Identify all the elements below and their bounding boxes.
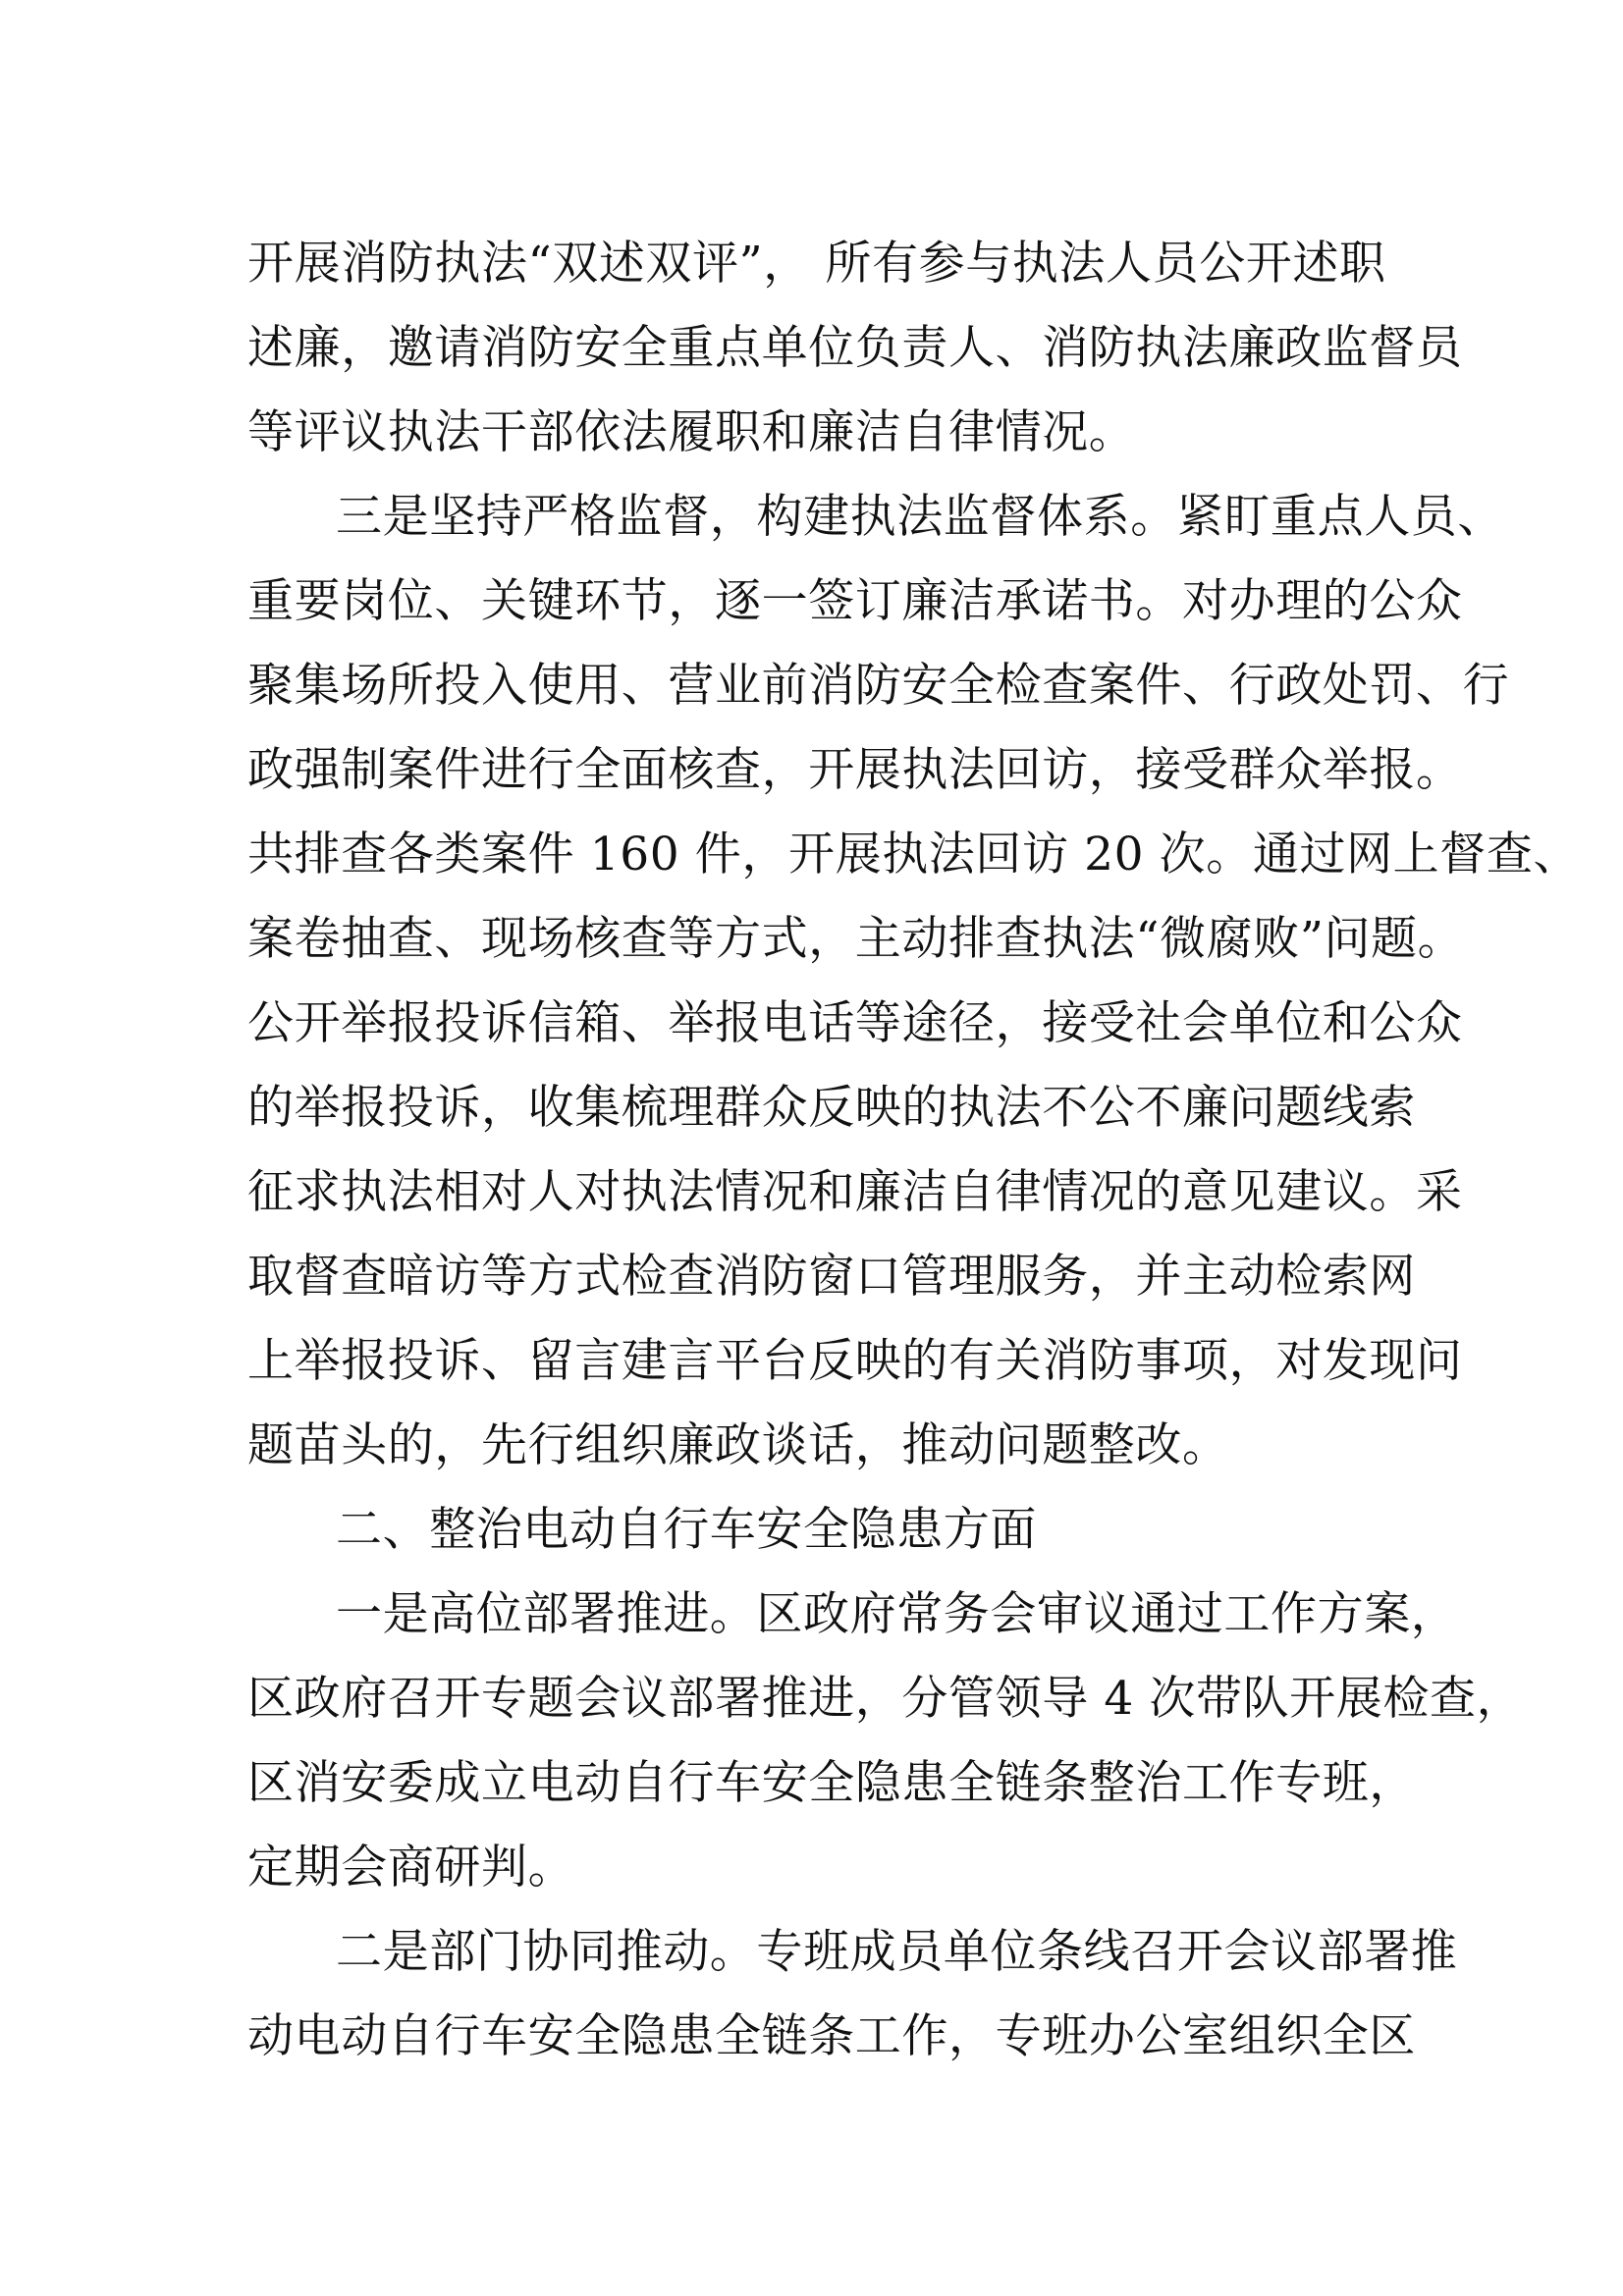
- text-line: 公开举报投诉信箱、举报电话等途径，接受社会单位和公众: [247, 996, 1463, 1050]
- paragraph-first-line: 三是坚持严格监督，构建执法监督体系。紧盯重点人员、: [336, 490, 1504, 544]
- text-line: 共排查各类案件 160 件，开展执法回访 20 次。通过网上督查、: [247, 828, 1581, 881]
- text-line: 上举报投诉、留言建言平台反映的有关消防事项，对发现问: [247, 1334, 1463, 1388]
- text-line: 政强制案件进行全面核查，开展执法回访，接受群众举报。: [247, 743, 1463, 797]
- text-line: 定期会商研判。: [247, 1841, 575, 1895]
- paragraph-first-line: 一是高位部署推进。区政府常务会审议通过工作方案，: [336, 1587, 1458, 1641]
- text-line: 的举报投诉，收集梳理群众反映的执法不公不廉问题线索: [247, 1081, 1416, 1135]
- text-line: 案卷抽查、现场核查等方式，主动排查执法“微腐败”问题。: [247, 912, 1465, 966]
- text-line: 聚集场所投入使用、营业前消防安全检查案件、行政处罚、行: [247, 659, 1510, 713]
- text-line: 区消安委成立电动自行车安全隐患全链条整治工作专班，: [247, 1756, 1416, 1810]
- paragraph-first-line: 二是部门协同推动。专班成员单位条线召开会议部署推: [336, 1925, 1458, 1979]
- text-line: 动电动自行车安全隐患全链条工作，专班办公室组织全区: [247, 2009, 1416, 2063]
- text-line: 区政府召开专题会议部署推进，分管领导 4 次带队开展检查，: [247, 1672, 1524, 1726]
- section-heading: 二、整治电动自行车安全隐患方面: [336, 1503, 1037, 1557]
- text-line: 取督查暗访等方式检查消防窗口管理服务，并主动检索网: [247, 1250, 1416, 1304]
- text-line: 题苗头的，先行组织廉政谈话，推动问题整改。: [247, 1418, 1229, 1472]
- body-text: [247, 222, 1581, 2079]
- text-line: 开展消防执法“双述双评”， 所有参与执法人员公开述职: [247, 237, 1386, 291]
- text-line: 重要岗位、关键环节，逐一签订廉洁承诺书。对办理的公众: [247, 574, 1463, 628]
- text-line: 征求执法相对人对执法情况和廉洁自律情况的意见建议。采: [247, 1165, 1463, 1219]
- text-line: 等评议执法干部依法履职和廉洁自律情况。: [247, 405, 1136, 459]
- text-line: 述廉，邀请消防安全重点单位负责人、消防执法廉政监督员: [247, 321, 1463, 375]
